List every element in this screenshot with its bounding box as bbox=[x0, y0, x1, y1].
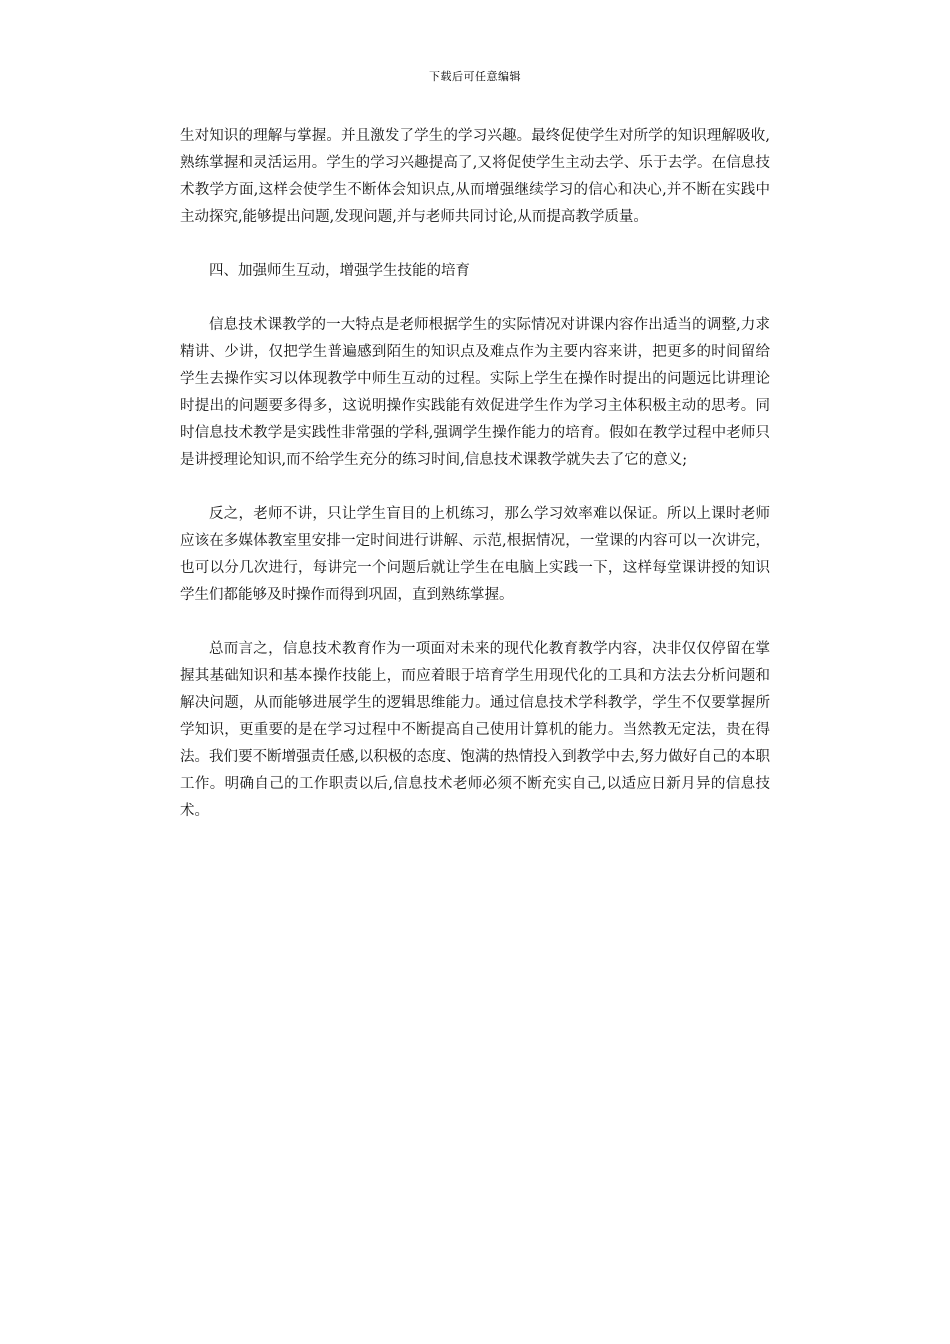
paragraph-conversely: 反之，老师不讲，只让学生盲目的上机练习，那么学习效率难以保证。所以上课时老师应该在多媒体教室里安排一定时间进行讲解、示范,根据情况，一堂课的内容可以一次讲完，也可以分几次进行，每讲完一个问题后就让学生在电脑上实践一下，这样每堂课讲授的知识学生们都能够及时操作而得到巩固，直到熟练掌握。 bbox=[180, 506, 770, 603]
page-header: 下载后可任意编辑 bbox=[429, 70, 521, 83]
paragraph-teaching-features: 信息技术课教学的一大特点是老师根据学生的实际情况对讲课内容作出适当的调整,力求精讲、少讲，仅把学生普遍感到陌生的知识点及难点作为主要内容来讲，把更多的时间留给学生去操作实习以体现教学中师生互动的过程。实际上学生在操作时提出的问题远比讲理论时提出的问题要多得多，这说明操作实践能有效促进学生作为学习主体积极主动的思考。同时信息技术教学是实践性非常强的学科,强调学生操作能力的培育。假如在教学过程中老师只是讲授理论知识,而不给学生充分的练习时间,信息技术课教学就失去了它的意义; bbox=[180, 317, 770, 468]
document-body bbox=[180, 123, 770, 852]
paragraph-conclusion: 总而言之，信息技术教育作为一项面对未来的现代化教育教学内容，决非仅仅停留在掌握其基础知识和基本操作技能上，而应着眼于培育学生用现代化的工具和方法去分析问题和解决问题，从而能够进展学生的逻辑思维能力。通过信息技术学科教学，学生不仅要掌握所学知识，更重要的是在学习过程中不断提高自己使用计算机的能力。当然教无定法，贵在得法。我们要不断增强责任感,以积极的态度、饱满的热情投入到教学中去,努力做好自己的本职工作。明确自己的工作职责以后,信息技术老师必须不断充实自己,以适应日新月异的信息技术。 bbox=[180, 641, 770, 819]
paragraph-continuation: 生对知识的理解与掌握。并且激发了学生的学习兴趣。最终促使学生对所学的知识理解吸收,熟练掌握和灵活运用。学生的学习兴趣提高了,又将促使学生主动去学、乐于去学。在信息技术教学方面,这样会使学生不断体会知识点,从而增强继续学习的信心和决心,并不断在实践中主动探究,能够提出问题,发现问题,并与老师共同讨论,从而提高教学质量。 bbox=[180, 128, 770, 225]
section-heading: 四、加强师生互动，增强学生技能的培育 bbox=[209, 263, 470, 279]
